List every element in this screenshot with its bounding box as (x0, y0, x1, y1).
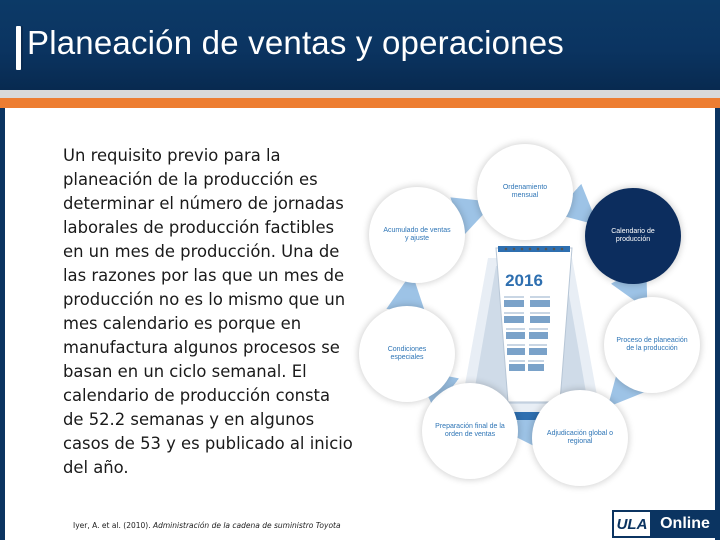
cycle-node-label: Ordenamiento mensual (502, 183, 548, 199)
citation-title: Administración de la cadena de suministro Toyota (152, 521, 341, 530)
cycle-node-label: Acumulado de ventas y ajuste (383, 226, 451, 242)
citation-author: Iyer, A. et al. (2010). (73, 521, 153, 530)
logo-ula-text: ULA (612, 510, 652, 538)
body-paragraph: Un requisito previo para la planeación de la producción es determinar el número de jornadas laborales de producción factibles en un mes de producción. Una de las razones por las que un mes de producción no es lo mismo que un mes calendario es porque en manufactura algunos procesos se basan en un ciclo semanal. El calendario de producción consta de 52.2 semanas y en algunos casos de 53 y es publicado al inicio del año. (63, 146, 353, 477)
cycle-node-preparacion (422, 383, 518, 479)
cycle-node-adjudicacion (532, 390, 628, 486)
calendar-year: 2016 (505, 271, 543, 290)
cycle-node-calendario (585, 188, 681, 284)
cycle-node-ordenamiento (477, 144, 573, 240)
cycle-node-label: Condiciones especiales (387, 345, 427, 361)
cycle-node-label: Preparación final de la orden de ventas (435, 422, 505, 438)
logo-online-text: Online (652, 510, 718, 538)
cycle-node-label: Adjudicación global o regional (546, 429, 614, 445)
ula-online-logo (612, 510, 718, 538)
cycle-node-label: Calendario de producción (611, 227, 655, 243)
cycle-node-label: Proceso de planeación de la producción (616, 336, 688, 352)
slide-title: Planeación de ventas y operaciones (27, 24, 564, 61)
cycle-node-acumulado (369, 187, 465, 283)
cycle-node-condiciones (359, 306, 455, 402)
cycle-node-proceso (604, 297, 700, 393)
